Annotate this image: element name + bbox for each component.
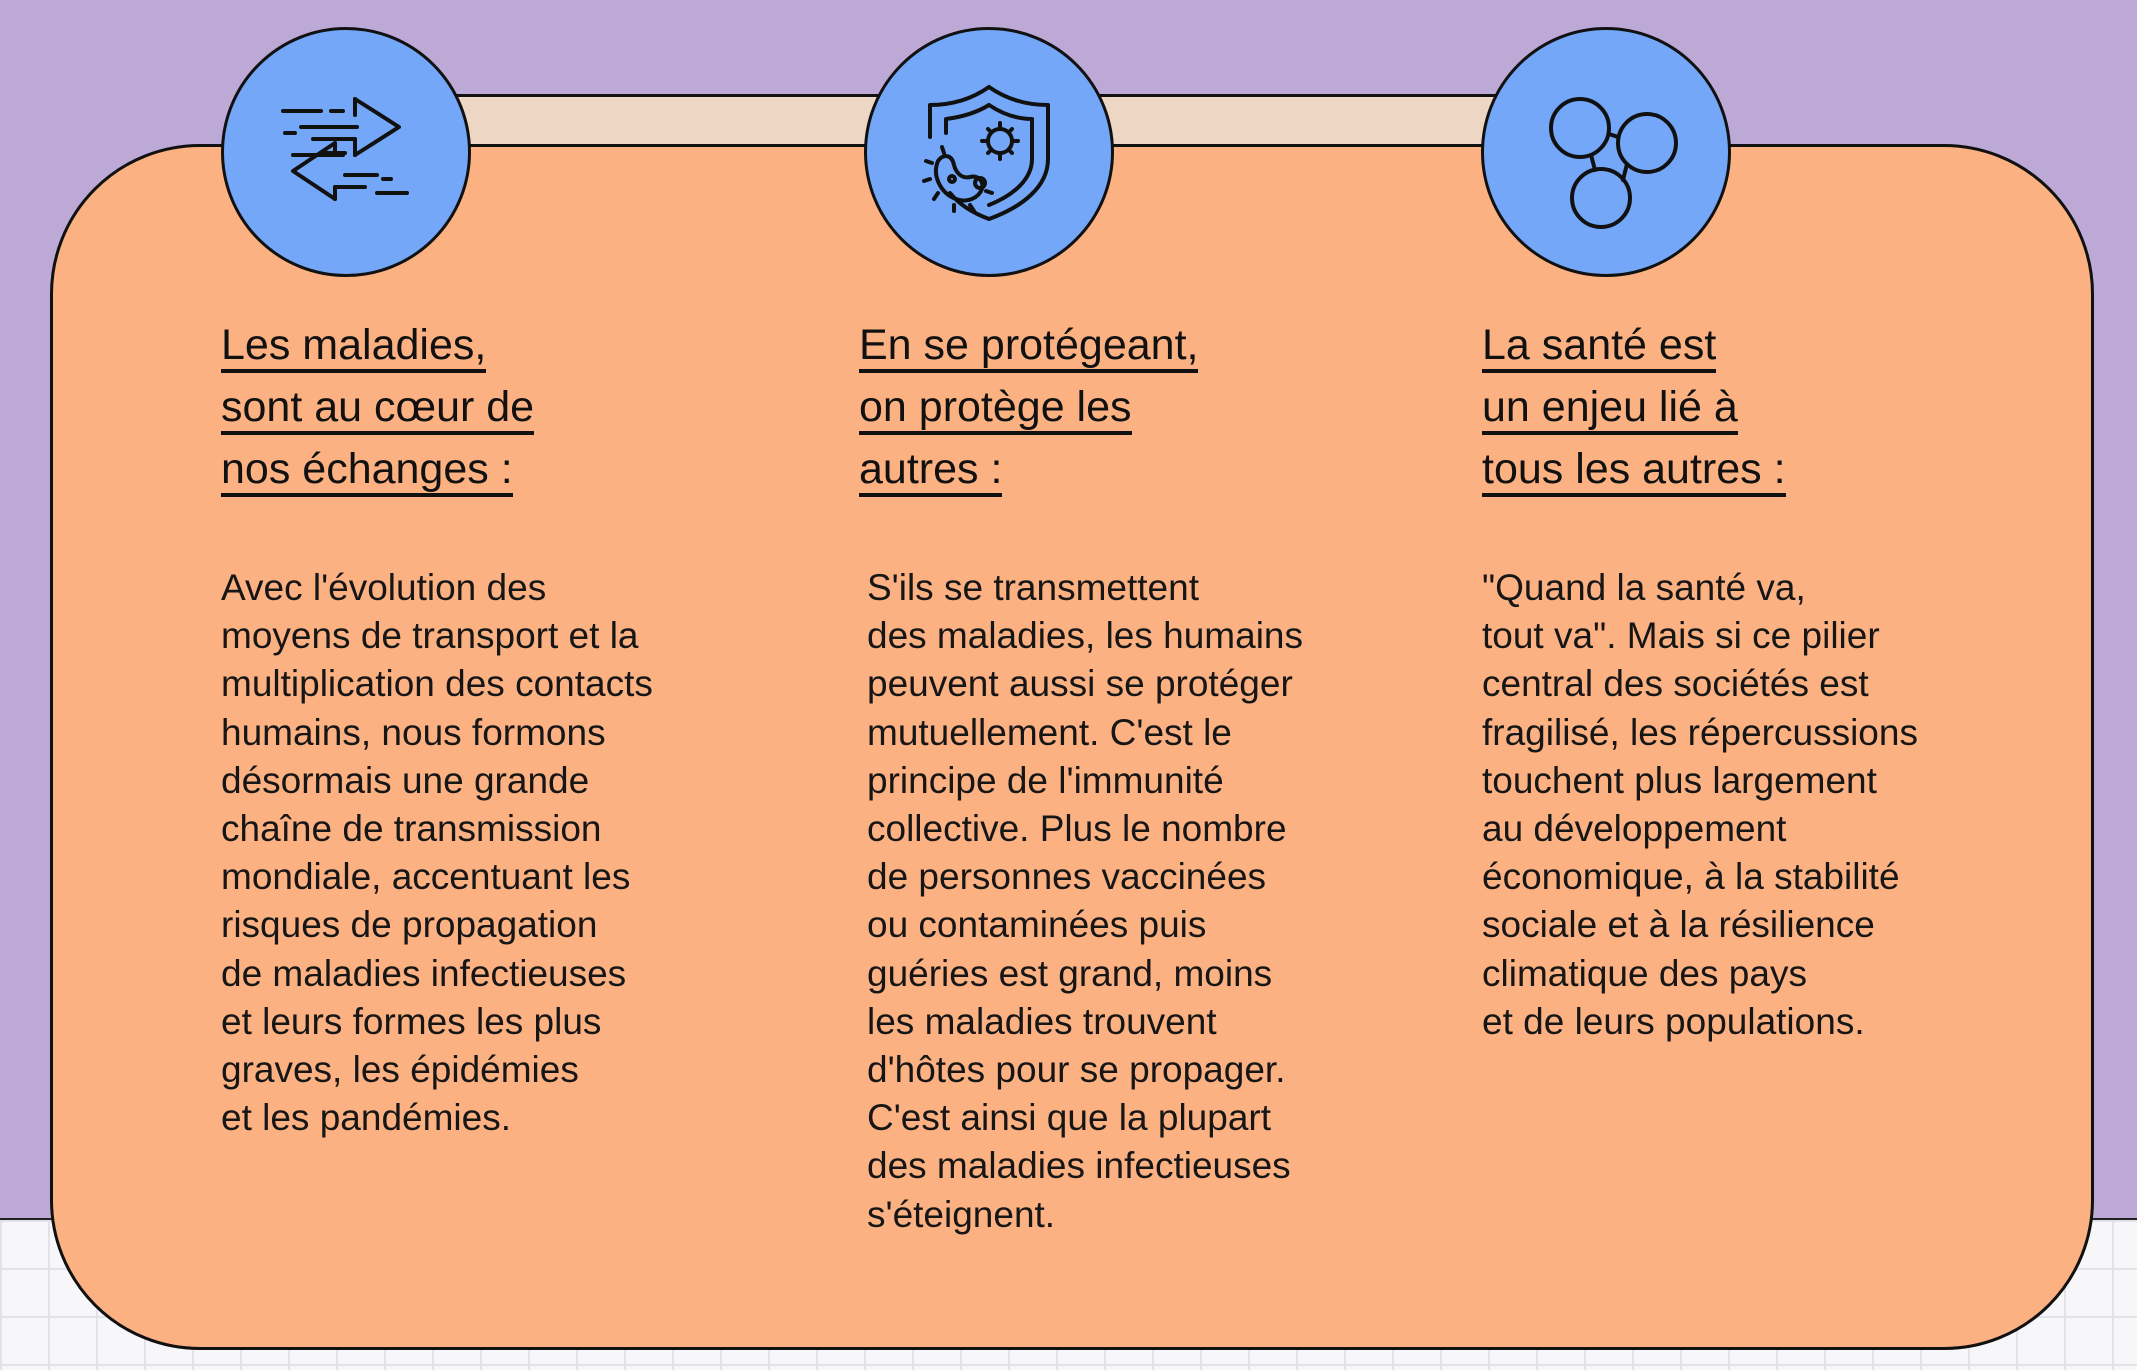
column-title [1482,318,2002,504]
shield-virus-icon [904,67,1074,237]
column-diseases-exchanges [221,318,741,1142]
column-title [859,318,1379,504]
title-line: La santé est [1482,321,1716,373]
column-body: Avec l'évolution des moyens de transport et la multiplication des contacts humains, nous formons désormais une grande chaîne de transmission mondiale, accentuant les risques de propagation de maladies infectieuses et leurs formes les plus graves, les épidémies et les pandémies. [221,567,653,1139]
title-line: on protège les [859,383,1132,435]
title-line: un enjeu lié à [1482,383,1738,435]
title-line: En se protégeant, [859,321,1198,373]
icon-circle-shield [864,27,1114,277]
column-body: "Quand la santé va, tout va". Mais si ce pilier central des sociétés est fragilisé, les répercussions touchent plus largement au développement économique, à la stabilité sociale et à la résilience climatique des pays et de leurs populations. [1482,567,1918,1042]
column-title [221,318,741,504]
title-line: autres : [859,445,1002,497]
title-line: nos échanges : [221,445,513,497]
column-body: S'ils se transmettent des maladies, les humains peuvent aussi se protéger mutuellement. C'est le principe de l'immunité collective. Plus le nombre de personnes vaccinées ou contaminées puis guéries est grand, moins les maladies trouvent d'hôtes pour se propager. C'est ainsi que la plupart des maladies infectieuses s'éteignent. [867,567,1303,1235]
title-line: tous les autres : [1482,445,1786,497]
column-health-stake [1482,318,2002,1046]
icon-circle-exchange [221,27,471,277]
title-line: Les maladies, [221,321,486,373]
exchange-arrows-icon [261,67,431,237]
column-protect-others [859,318,1379,1239]
title-line: sont au cœur de [221,383,534,435]
icon-circle-network [1481,27,1731,277]
network-nodes-icon [1521,67,1691,237]
